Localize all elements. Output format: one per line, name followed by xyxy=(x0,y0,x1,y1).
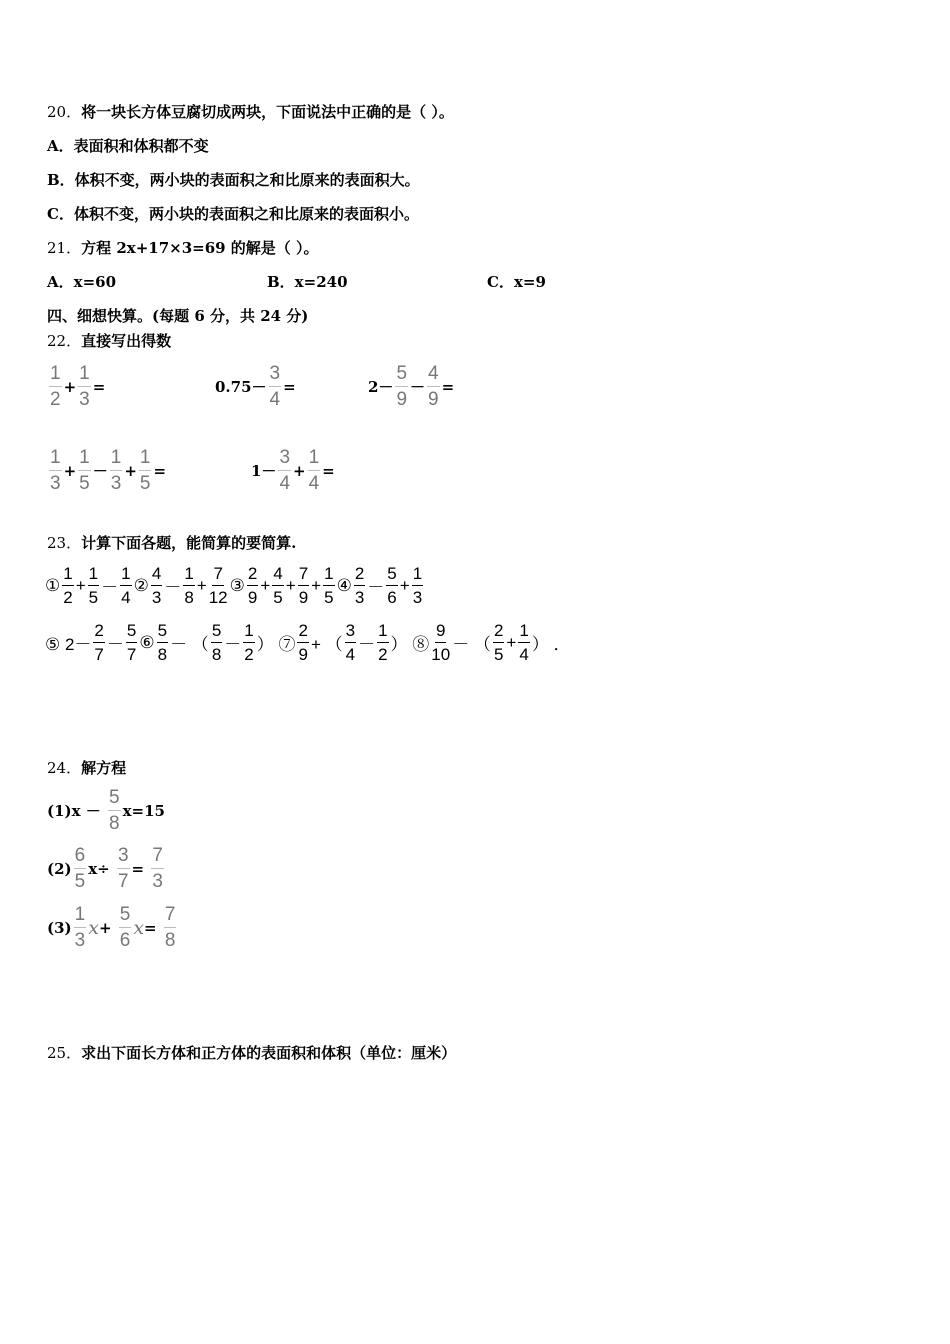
math-text: ④ xyxy=(336,575,352,595)
option-c: C．体积不变，两小块的表面积之和比原来的表面积小。 xyxy=(47,205,419,223)
denominator: 5 xyxy=(74,871,86,892)
equation-1 xyxy=(47,788,165,833)
numerator: 1 xyxy=(62,565,73,586)
numerator: 1 xyxy=(308,448,321,471)
denominator: 2 xyxy=(50,389,61,410)
denominator: 8 xyxy=(109,813,120,834)
equation-2 xyxy=(47,846,166,891)
numerator: 1 xyxy=(74,905,87,928)
fraction xyxy=(117,846,130,891)
math-text: ② xyxy=(133,575,149,595)
fraction xyxy=(211,622,222,663)
numerator: 5 xyxy=(108,788,121,811)
numerator: 1 xyxy=(377,622,388,643)
fraction xyxy=(108,788,121,833)
numerator: 3 xyxy=(269,364,282,387)
denominator: 3 xyxy=(151,588,162,607)
denominator: 7 xyxy=(94,645,104,664)
question-22 xyxy=(47,331,171,351)
math-text: x÷ xyxy=(88,859,115,878)
math-text: － （ xyxy=(452,635,491,654)
math-text: 1－ xyxy=(251,462,277,480)
numerator: 7 xyxy=(212,565,223,586)
question-number: 21． xyxy=(47,239,82,257)
denominator: 9 xyxy=(298,645,308,664)
calc-item xyxy=(368,364,454,409)
math-text: + xyxy=(63,377,77,396)
fraction xyxy=(518,622,529,663)
math-text: － xyxy=(367,578,385,597)
math-text: + xyxy=(311,575,322,595)
math-text: ① xyxy=(45,575,61,595)
denominator: 6 xyxy=(119,930,131,951)
numerator: 5 xyxy=(126,622,137,643)
calc-item xyxy=(215,364,296,409)
fraction xyxy=(88,565,99,606)
math-text: x xyxy=(88,916,99,939)
numerator: 1 xyxy=(412,565,423,586)
question-text: 直接写出得数 xyxy=(81,332,172,350)
math-text: + xyxy=(260,575,271,595)
numerator: 1 xyxy=(78,448,91,471)
question-text: 解方程 xyxy=(81,759,127,777)
numerator: 1 xyxy=(49,364,62,387)
denominator: 3 xyxy=(412,588,423,607)
denominator: 9 xyxy=(298,588,309,607)
denominator: 2 xyxy=(63,588,73,607)
numerator: 5 xyxy=(211,622,222,643)
question-text: 求出下面长方体和正方体的表面积和体积（单位：厘米） xyxy=(81,1044,457,1062)
calc-item xyxy=(47,448,166,493)
fraction xyxy=(110,448,123,493)
denominator: 4 xyxy=(269,389,281,410)
denominator: 2 xyxy=(378,645,388,664)
math-text: － xyxy=(224,635,242,654)
numerator: 3 xyxy=(345,622,356,643)
denominator: 7 xyxy=(117,871,129,892)
numerator: 1 xyxy=(110,448,123,471)
math-text: + xyxy=(293,461,306,480)
question-number: 24． xyxy=(47,759,82,777)
question-24 xyxy=(47,758,126,778)
math-text: ． xyxy=(548,635,571,654)
numerator: 5 xyxy=(386,565,397,586)
question-20 xyxy=(47,102,454,122)
math-text: = xyxy=(322,461,335,480)
math-text: + xyxy=(75,575,86,595)
fraction xyxy=(49,364,62,409)
numerator: 1 xyxy=(139,448,152,471)
calc-item xyxy=(47,364,105,409)
math-text: + xyxy=(285,575,296,595)
fraction xyxy=(377,622,388,663)
calc-item xyxy=(251,448,335,493)
denominator: 5 xyxy=(139,473,151,494)
question-text: 方程 2x+17×3=69 的解是（ ）。 xyxy=(81,239,319,257)
numerator: 2 xyxy=(247,565,258,586)
math-text: = xyxy=(441,377,455,396)
denominator: 10 xyxy=(431,645,451,664)
fraction xyxy=(93,622,104,663)
numerator: 6 xyxy=(74,846,87,869)
fraction xyxy=(431,622,450,663)
numerator: 2 xyxy=(93,622,104,643)
numerator: 5 xyxy=(119,905,132,928)
option-a: A．表面积和体积都不变 xyxy=(47,137,209,155)
fraction xyxy=(243,622,254,663)
fraction xyxy=(164,905,177,950)
denominator: 5 xyxy=(79,473,90,494)
numerator: 4 xyxy=(151,565,162,586)
math-text: = xyxy=(153,461,167,480)
fraction xyxy=(493,622,504,663)
denominator: 6 xyxy=(387,588,397,607)
fraction xyxy=(395,364,408,409)
fraction xyxy=(298,565,309,606)
fraction xyxy=(386,565,397,606)
math-text: = xyxy=(144,918,162,937)
numerator: 4 xyxy=(427,364,440,387)
numerator: 3 xyxy=(278,448,291,471)
numerator: 7 xyxy=(164,905,177,928)
numerator: 1 xyxy=(323,565,334,586)
fraction xyxy=(247,565,258,606)
math-text: － xyxy=(164,578,182,597)
denominator: 4 xyxy=(519,645,529,664)
denominator: 3 xyxy=(110,473,122,494)
fraction xyxy=(297,622,308,663)
denominator: 8 xyxy=(157,645,168,664)
question-25 xyxy=(47,1043,456,1063)
option-c: C．x=9 xyxy=(487,273,546,291)
denominator: 8 xyxy=(211,645,222,664)
math-text: + xyxy=(506,632,517,652)
numerator: 1 xyxy=(183,565,194,586)
denominator: 9 xyxy=(396,389,408,410)
math-text: － xyxy=(410,378,426,396)
math-text: ⑥ xyxy=(139,632,155,652)
math-text: + xyxy=(196,575,207,595)
denominator: 3 xyxy=(50,473,61,494)
denominator: 5 xyxy=(88,588,99,607)
numerator: 5 xyxy=(157,622,168,643)
calc-row-2 xyxy=(45,622,571,663)
question-text: 计算下面各题，能简算的要简算. xyxy=(81,534,297,552)
fraction xyxy=(272,565,283,606)
math-text: － xyxy=(106,635,124,654)
fraction xyxy=(62,565,73,606)
denominator: 5 xyxy=(273,588,283,607)
fraction xyxy=(151,565,162,606)
numerator: 4 xyxy=(272,565,283,586)
math-text: (3) xyxy=(47,918,72,937)
denominator: 3 xyxy=(79,389,90,410)
option-a: A．x=60 xyxy=(47,273,117,291)
denominator: 2 xyxy=(244,645,254,664)
numerator: 2 xyxy=(297,622,308,643)
calc-row-1 xyxy=(45,565,425,606)
denominator: 5 xyxy=(493,645,504,664)
math-text: － xyxy=(358,635,376,654)
denominator: 8 xyxy=(184,588,194,607)
math-text: x xyxy=(133,916,145,939)
math-text: (2) xyxy=(47,859,72,878)
numerator: 7 xyxy=(298,565,309,586)
numerator: 1 xyxy=(120,565,131,586)
math-text: + xyxy=(124,461,137,480)
math-text: ⑤ 2－ xyxy=(45,635,92,654)
numerator: 1 xyxy=(78,364,91,387)
fraction xyxy=(126,622,137,663)
fraction xyxy=(74,846,87,891)
fraction xyxy=(74,905,87,950)
math-text: + （ xyxy=(310,635,343,654)
question-number: 22． xyxy=(47,332,82,350)
option-b: B．x=240 xyxy=(267,273,348,291)
denominator: 3 xyxy=(74,930,86,951)
fraction xyxy=(139,448,152,493)
math-text: + xyxy=(399,575,410,595)
fraction xyxy=(183,565,194,606)
denominator: 12 xyxy=(208,588,228,607)
math-text: x=15 xyxy=(122,801,165,820)
equation-3 xyxy=(47,905,178,950)
fraction xyxy=(49,448,62,493)
math-text: ） ⑧ xyxy=(390,635,430,654)
denominator: 8 xyxy=(164,930,176,951)
question-23 xyxy=(47,533,296,553)
math-text: ） xyxy=(531,635,549,654)
math-text: (1)x － xyxy=(47,802,107,820)
math-text: = xyxy=(283,377,296,396)
option-b: B．体积不变，两小块的表面积之和比原来的表面积大。 xyxy=(47,171,420,189)
math-text: － xyxy=(92,462,108,480)
fraction xyxy=(354,565,365,606)
math-text: + xyxy=(98,918,117,937)
fraction xyxy=(308,448,321,493)
fraction xyxy=(345,622,356,663)
denominator: 9 xyxy=(247,588,258,607)
numerator: 2 xyxy=(354,565,365,586)
denominator: 4 xyxy=(121,588,131,607)
fraction xyxy=(412,565,423,606)
fraction xyxy=(323,565,334,606)
math-text: = xyxy=(131,859,150,878)
question-number: 25． xyxy=(47,1044,82,1062)
fraction xyxy=(120,565,131,606)
numerator: 9 xyxy=(435,622,446,643)
fraction xyxy=(427,364,440,409)
numerator: 3 xyxy=(117,846,130,869)
math-text: = xyxy=(92,377,106,396)
numerator: 7 xyxy=(151,846,164,869)
fraction xyxy=(119,905,132,950)
denominator: 3 xyxy=(152,871,163,892)
denominator: 3 xyxy=(354,588,365,607)
fraction xyxy=(209,565,228,606)
numerator: 1 xyxy=(518,622,529,643)
denominator: 4 xyxy=(345,645,356,664)
math-text: 2－ xyxy=(368,378,394,396)
question-21 xyxy=(47,238,319,258)
math-text: ③ xyxy=(229,575,245,595)
math-text: ） ⑦ xyxy=(256,635,296,654)
math-text: + xyxy=(63,461,77,480)
math-text: － xyxy=(101,578,119,597)
denominator: 4 xyxy=(308,473,320,494)
fraction xyxy=(78,448,91,493)
section-heading: 四、细想快算。(每题 6 分，共 24 分) xyxy=(47,307,309,325)
numerator: 2 xyxy=(493,622,504,643)
denominator: 4 xyxy=(279,473,291,494)
question-number: 23． xyxy=(47,534,82,552)
fraction xyxy=(278,448,291,493)
question-number: 20． xyxy=(47,103,82,121)
question-text: 将一块长方体豆腐切成两块，下面说法中正确的是（ ）。 xyxy=(81,103,454,121)
denominator: 9 xyxy=(428,389,439,410)
fraction xyxy=(157,622,168,663)
math-text: － （ xyxy=(170,635,209,654)
numerator: 5 xyxy=(395,364,408,387)
math-text: 0.75－ xyxy=(215,378,267,396)
numerator: 1 xyxy=(49,448,62,471)
numerator: 1 xyxy=(243,622,254,643)
fraction xyxy=(269,364,282,409)
denominator: 7 xyxy=(126,645,137,664)
numerator: 1 xyxy=(88,565,99,586)
fraction xyxy=(78,364,91,409)
fraction xyxy=(151,846,164,891)
denominator: 5 xyxy=(324,588,334,607)
